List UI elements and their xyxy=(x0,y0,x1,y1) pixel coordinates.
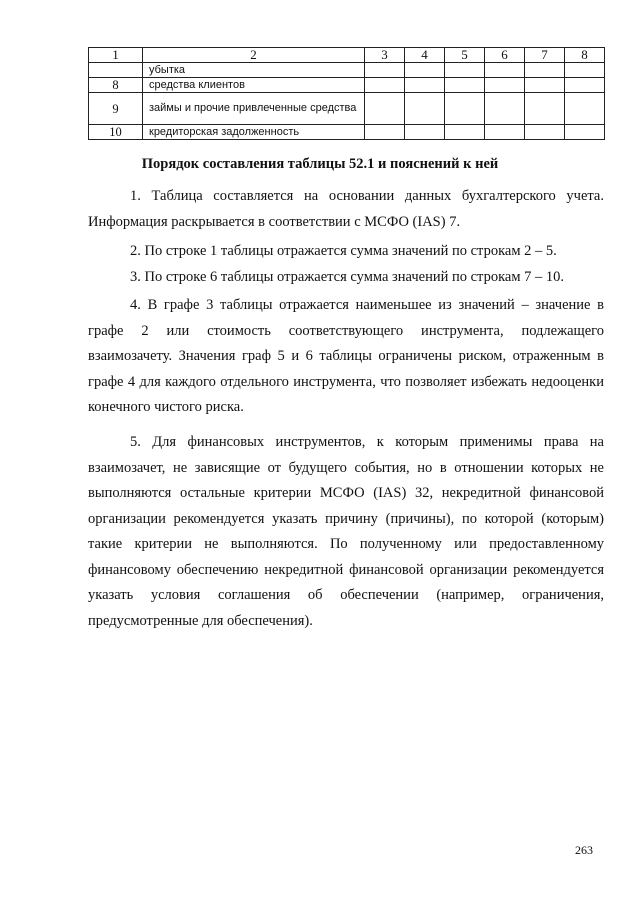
row-label: средства клиентов xyxy=(143,78,365,93)
table-cell xyxy=(405,78,445,93)
column-header: 5 xyxy=(445,48,485,63)
table-cell xyxy=(485,78,525,93)
row-number: 8 xyxy=(89,78,143,93)
column-header: 6 xyxy=(485,48,525,63)
table-cell xyxy=(445,125,485,140)
column-header: 1 xyxy=(89,48,143,63)
paragraph-4: 4. В графе 3 таблицы отражается наименьшее из значений – значение в графе 2 или стоимость соответствующего инструмента, подлежащего взаимозачету. Значения граф 5 и 6 таблицы ограничены риском, отраженным в графе 4 для каждого отдельного инструмента, что позволяет избежать недооценки конечного чистого риска. xyxy=(88,297,604,415)
paragraph-1: 1. Таблица составляется на основании данных бухгалтерского учета. Информация раскрывается в соответствии с МСФО (IAS) 7. xyxy=(88,188,604,230)
paragraph-2: 2. По строке 1 таблицы отражается сумма значений по строкам 2 – 5. xyxy=(130,243,557,259)
row-number: 9 xyxy=(89,93,143,125)
row-number xyxy=(89,63,143,78)
page-number: 263 xyxy=(575,843,593,857)
table-cell xyxy=(565,93,605,125)
row-label: убытка xyxy=(143,63,365,78)
column-header: 2 xyxy=(143,48,365,63)
table-row xyxy=(89,63,605,78)
table-header-row xyxy=(89,48,605,63)
column-header: 4 xyxy=(405,48,445,63)
table-cell xyxy=(445,63,485,78)
table-cell xyxy=(485,63,525,78)
table-cell xyxy=(445,78,485,93)
table-cell xyxy=(365,125,405,140)
table-row xyxy=(89,93,605,125)
table-cell xyxy=(365,78,405,93)
table-cell xyxy=(525,125,565,140)
table-cell xyxy=(525,63,565,78)
table-row xyxy=(89,78,605,93)
table-cell xyxy=(445,93,485,125)
paragraph-5: 5. Для финансовых инструментов, к которым применимы права на взаимозачет, не зависящие от будущего события, но в отношении которых не выполняются остальные критерии МСФО (IAS) 32, некредитной финансовой организации рекомендуется указать причину (причины), по которой (которым) такие критерии не выполняются. По полученному или предоставленному финансовому обеспечению некредитной финансовой организации рекомендуется указать условия соглашения об обеспечении (например, ограничения, предусмотренные для обеспечения). xyxy=(88,434,604,629)
row-label: кредиторская задолженность xyxy=(143,125,365,140)
table-cell xyxy=(525,93,565,125)
table-cell xyxy=(405,93,445,125)
table-cell xyxy=(565,125,605,140)
column-header: 7 xyxy=(525,48,565,63)
table-cell xyxy=(525,78,565,93)
column-header: 3 xyxy=(365,48,405,63)
row-number: 10 xyxy=(89,125,143,140)
table-cell xyxy=(485,93,525,125)
column-header: 8 xyxy=(565,48,605,63)
table-cell xyxy=(485,125,525,140)
row-label: займы и прочие привлеченные средства xyxy=(143,93,365,125)
section-heading: Порядок составления таблицы 52.1 и пояснений к ней xyxy=(141,156,499,172)
data-table xyxy=(88,47,605,140)
table-cell xyxy=(365,63,405,78)
table-cell xyxy=(405,125,445,140)
table-cell xyxy=(365,93,405,125)
table-row xyxy=(89,125,605,140)
table-cell xyxy=(405,63,445,78)
table-cell xyxy=(565,78,605,93)
paragraph-3: 3. По строке 6 таблицы отражается сумма значений по строкам 7 – 10. xyxy=(130,269,565,285)
table-cell xyxy=(565,63,605,78)
